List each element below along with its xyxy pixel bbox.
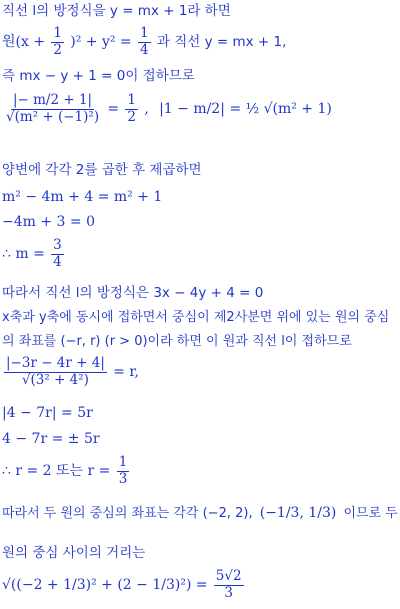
equals-r: = r, — [113, 364, 139, 381]
line-16-pre: 따라서 두 원의 중심의 좌표는 각각 (−2, 2), — [2, 506, 253, 521]
line-8 — [2, 238, 66, 270]
line-3: 즉 mx − y + 1 = 0이 접하므로 — [2, 68, 195, 84]
line-2 — [2, 26, 286, 58]
line-14: 4 − 7r = ± 5r — [2, 431, 100, 447]
line-16-post: 이므로 두 — [343, 506, 398, 521]
line-16 — [2, 505, 398, 523]
therefore-m: ∴ m = — [2, 246, 45, 263]
line-2-post: 과 직선 y = mx + 1, — [156, 34, 287, 51]
distance-denominator: √(m² + (−1)²) — [6, 108, 100, 125]
fraction-result: $\frac{5√2}{3}$ — [215, 568, 242, 601]
fraction-half-2: $\frac{1}{2}$ — [127, 92, 137, 125]
line-6: m² − 4m + 4 = m² + 1 — [2, 189, 163, 205]
line-2-pre: 원(x + — [2, 34, 46, 51]
fraction-one-third: $\frac{1}{3}$ — [118, 454, 128, 487]
line-4-rhs: |1 − m/2| = ½ √(m² + 1) — [159, 101, 332, 118]
line-11: 의 좌표를 (−r, r) (r > 0)이라 하면 이 원과 직선 l이 접하므로 — [2, 334, 352, 349]
line-10: x축과 y축에 동시에 접하면서 중심이 제2사분면 위에 있는 원의 중심 — [2, 310, 390, 325]
comma: , — [144, 101, 149, 118]
therefore-r: ∴ r = 2 또는 r = — [2, 463, 111, 480]
line-4 — [2, 93, 332, 125]
line-18 — [2, 569, 246, 601]
equals-sign: = — [107, 101, 120, 118]
equals-sign-2: = — [195, 577, 208, 594]
distance-fraction — [4, 93, 101, 125]
line-2-mid: )² + y² = — [70, 34, 132, 51]
fraction-quarter: $\frac{1}{4}$ — [139, 25, 149, 58]
line-15 — [2, 455, 131, 487]
center-tuple: (−1/3, 1/3) — [259, 505, 337, 521]
line-5: 양변에 각각 2를 곱한 후 제곱하면 — [2, 162, 202, 178]
line-7: −4m + 3 = 0 — [2, 214, 95, 230]
line-13: |4 − 7r| = 5r — [2, 405, 93, 421]
fraction-three-quarters: $\frac{3}{4}$ — [53, 237, 62, 270]
distance-fraction-2: $\frac{|-3r - 4r + 4|}{\text{√(3² + 4²)}}$ — [6, 355, 105, 388]
line-9: 따라서 직선 l의 방정식은 3x − 4y + 4 = 0 — [2, 285, 264, 301]
line-17: 원의 중심 사이의 거리는 — [2, 545, 146, 561]
fraction-half: $\frac{1}{2}$ — [53, 25, 62, 58]
line-1: 직선 l의 방정식을 y = mx + 1라 하면 — [2, 3, 231, 19]
distance-expression: √((−2 + 1/3)² + (2 − 1/3)²) — [2, 577, 192, 594]
line-12 — [2, 356, 139, 388]
distance-numerator: |− m/2 + 1| — [12, 92, 93, 108]
